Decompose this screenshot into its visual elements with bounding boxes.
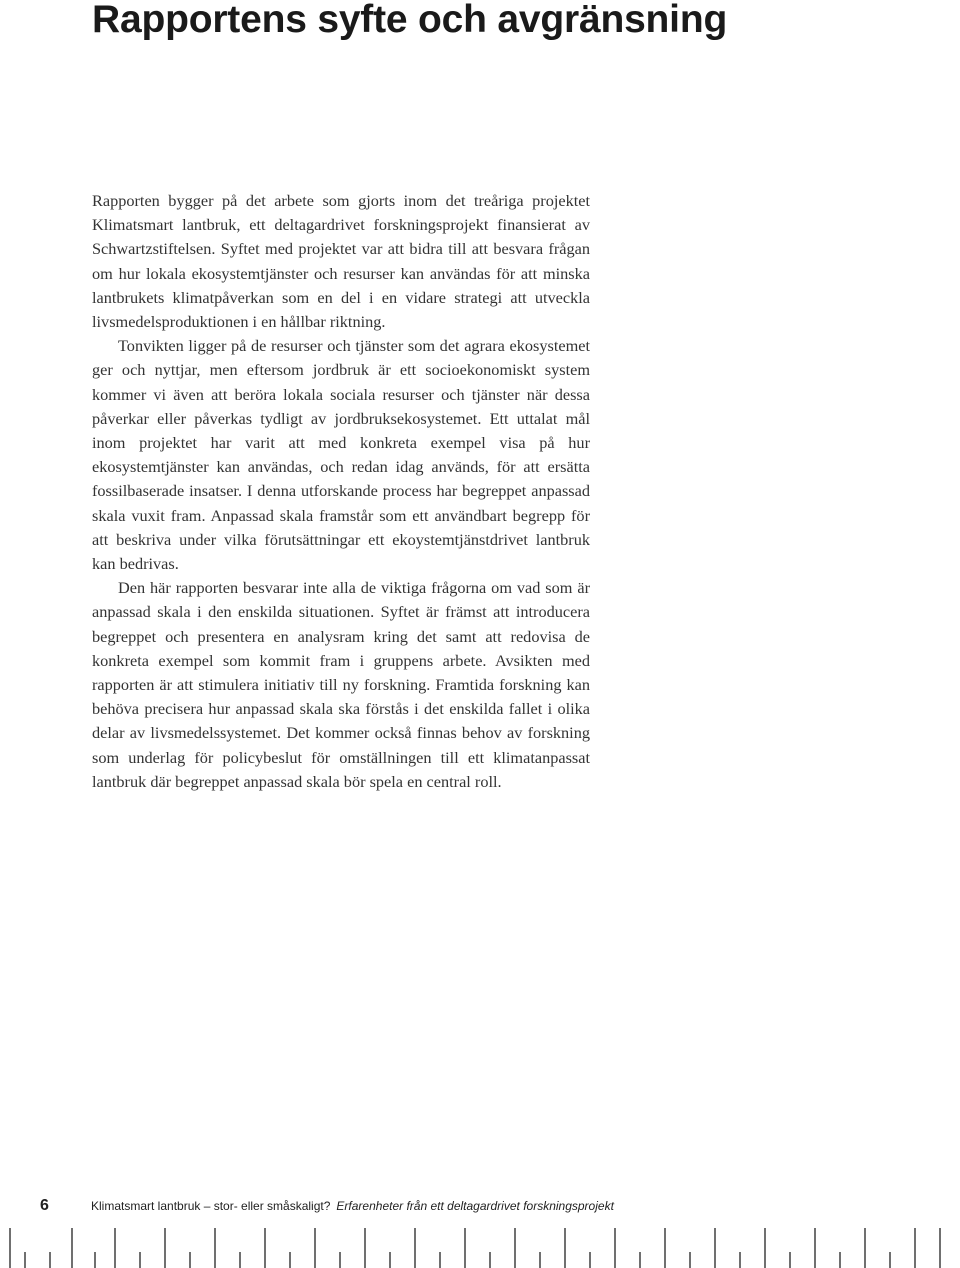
paragraph: Den här rapporten besvarar inte alla de viktiga frågorna om vad som är anpassad skala i den enskilda situationen. Syftet är främst att introducera begreppet och presentera en analysram kring det samt att redovisa de konkreta exempel som kommit fram i gruppens arbete. Avsikten med rapporten är att stimulera initiativ till ny forskning. Framtida forskning kan behöva precisera hur anpassad skala ska förstås i det enskilda fallet i olika delar av livsmedelssystemet. Det kommer också finnas behov av forskning som underlag för policybeslut för omställningen till ett klimatanpassat lantbruk där begreppet anpassad skala bör spela en central roll. xyxy=(92,578,590,791)
footer-running-title xyxy=(91,1199,614,1213)
body-text xyxy=(92,189,590,794)
paragraph: Tonvikten ligger på de resurser och tjänster som det agrara ekosystemet ger och nyttjar, men eftersom jordbruk är ett socioekonomiskt system kommer vi även att beröra lokala sociala resurser och tjänster när dessa påverkar eller påverkas tydligt av jordbruksekosystemet. Ett uttalat mål inom projektet har varit att med konkreta exempel visa på hur ekosystemtjänster kan användas, och redan idag används, för att ersätta fossilbaserade insatser. I denna utforskande process har begreppet anpassad skala vuxit fram. Anpassad skala framstår som ett användbart begrepp för att beskriva under vilka förutsättningar ett ekoystemtjänstdrivet lantbruk kan bedrivas. xyxy=(92,336,590,574)
page-number: 6 xyxy=(40,1197,49,1214)
paragraph: Rapporten bygger på det arbete som gjorts inom det treåriga projektet Klimatsmart lantbruk, ett deltagardrivet forskningsprojekt finansierat av Schwartzstiftelsen. Syftet med projektet var att bidra till att besvara frågan om hur lokala ekosystemtjänster och resurser kan användas för att minska lantbrukets klimatpåverkan som en del i en vidare strategi att utveckla livsmedelsproduktionen i en hållbar riktning. xyxy=(92,191,590,332)
page-title: Rapportens syfte och avgränsning xyxy=(92,0,728,41)
decorative-ruler xyxy=(0,1220,960,1268)
page-footer xyxy=(0,1196,960,1220)
footer-publication-subtitle: Erfarenheter från ett deltagardrivet forskningsprojekt xyxy=(336,1199,614,1213)
footer-publication-title: Klimatsmart lantbruk – stor- eller småskaligt? xyxy=(91,1199,331,1213)
